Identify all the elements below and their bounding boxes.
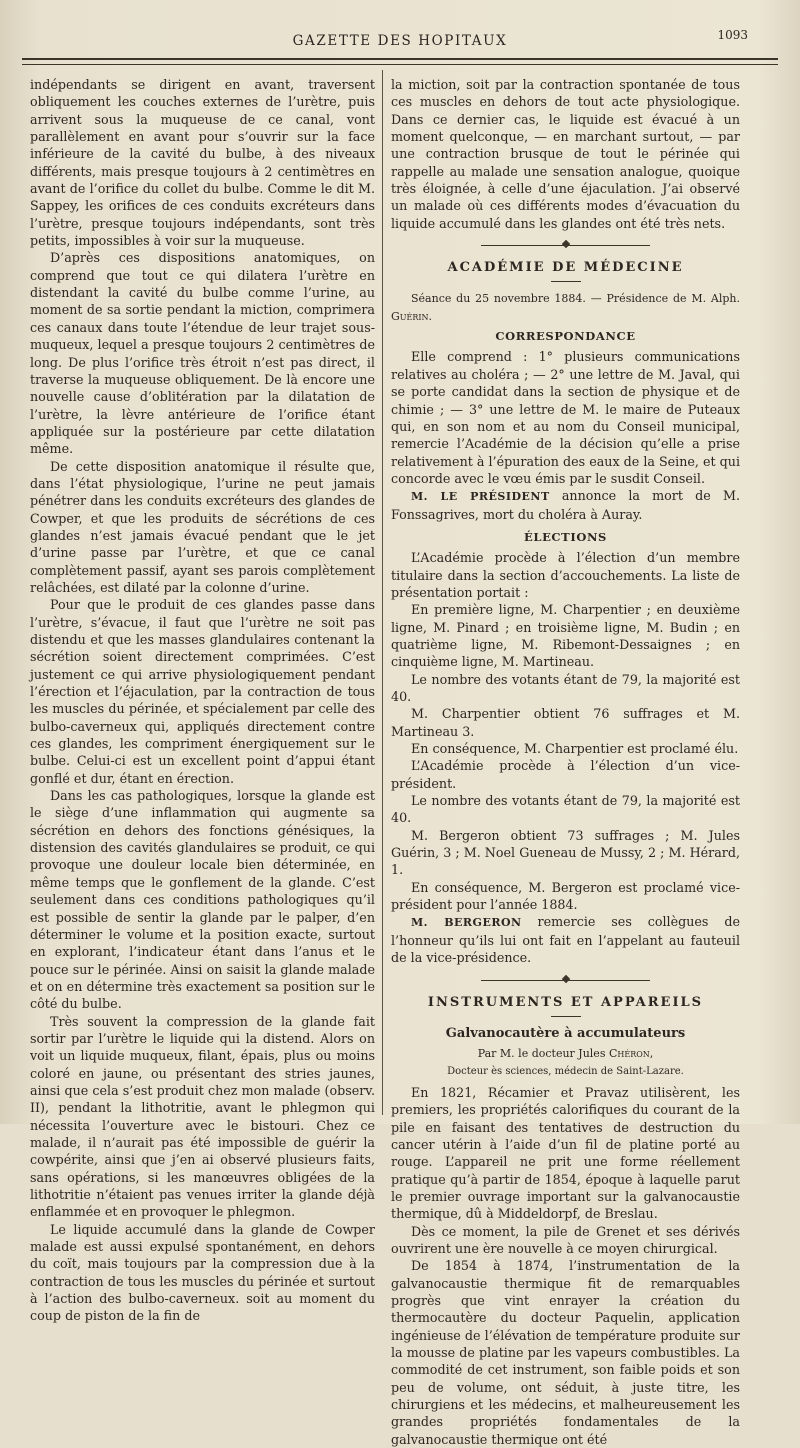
elections-line: En première ligne, M. Charpentier ; en deuxième ligne, M. Pinard ; en troisième ligne, M. Budin ; en quatrième ligne, M. Ribemont-Dessaignes ; en cinquième ligne, M. Martineau. [391,602,740,670]
subsection-title-correspondance: CORRESPONDANCE [495,329,636,344]
correspondance-paragraph: Elle comprend : 1° plusieurs communications relatives au choléra ; — 2° une lettre de M. Javal, qui se porte candidat dans la section de physique et de chimie ; — 3° une lettre de M. le maire de Puteaux qui, en son nom et au nom du Conseil municipal, remercie l’Académie de la décision qu’elle a prise relativement à l’épuration des eaux de la Seine, et qui concorde avec le vœu émis par le susdit Conseil. [391,349,740,486]
elections-line: L’Académie procède à l’élection d’un vice-président. [391,758,740,791]
president-paragraph: M. LE PRÉSIDENT annonce la mort de M. Fonssagrives, mort du choléra à Auray. [391,488,740,522]
section-separator [391,974,740,986]
elections-line: Le nombre des votants étant de 79, la majorité est 40. [391,671,740,704]
header-rule-thin [22,64,778,65]
page-number: 1093 [717,28,748,42]
seance-line: Séance du 25 novembre 1884. — Présidence de M. Alph. Guérin. [391,292,740,323]
header-rule-thick [22,58,778,60]
section-title-instruments: INSTRUMENTS ET APPAREILS [427,994,704,1010]
ornament-diamond-icon [561,240,569,248]
left-paragraph: D’après ces dispositions anatomiques, on comprend que tout ce qui dilatera l’urètre en distendant la cavité du bulbe comme l’urine, au moment de sa sortie pendant la miction, comprimera ces canaux dans toute l’étendue de leur trajet sous-muqueux, lequel a presque toujours 2 centimètres de long. De plus l’orifice très étroit n’est pas direct, il traverse la muqueuse obliquement. De là encore une nouvelle cause d’oblitération par la dilatation de l’urètre, la lèvre antérieure de l’orifice étant appliquée sur la postérieure par cette dilatation même. [30,250,375,457]
title-underline [551,281,581,282]
article-paragraph: En 1821, Récamier et Pravaz utilisèrent, les premiers, les propriétés calorifiques du courant de la pile en faisant des tentatives de destruction du cancer utérin à l’aide d’un fil de platine porté au rouge. L’appareil ne prit une forme réellement pratique qu’à partir de 1854, époque à laquelle parut le premier ouvrage important sur la galvanocaustie thermique, dû à Middeldorpf, de Breslau. [391,1084,740,1222]
journal-title: GAZETTE DES HOPITAUX [292,33,508,49]
page-header [0,28,800,52]
left-paragraph: De cette disposition anatomique il résulte que, dans l’état physiologique, l’urine ne peut jamais pénétrer dans les conduits excréteurs des glandes de Cowper, et que les produits de sécrétions de ces glandes n’est jamais évacué pendant que le jet d’urine passe par l’urètre, et que ce canal complètement passif, ayant ses parois complètement relâchées, est dilaté par la colonne d’urine. [30,458,375,595]
right-intro-paragraph: la miction, soit par la contraction spontanée de tous ces muscles en dehors de tout acte physiologique. Dans ce dernier cas, le liquide est évacué à un moment quelconque, — en marchant surtout, — par une contraction brusque de tout le périnée qui rappelle au malade une sensation analogue, quoique très éloignée, à celle d’une éjaculation. J’ai observé un malade où ces différents modes d’évacuation du liquide accumulé dans les glandes ont été très nets. [391,77,740,231]
section-title-academie: ACADÉMIE DE MÉDECINE [447,260,684,276]
left-paragraph: Pour que le produit de ces glandes passe dans l’urètre, s’évacue, il faut que l’urètre ne soit pas distendu et que les masses glandulaires contenant la sécrétion soient directement comprimées. C’est justement ce qui arrive physiologiquement pendant l’érection et l’éjaculation, par la contraction de tous les muscles du périnée, et spécialement par celle des bulbo-caverneux qui, appliqués directement contre ces glandes, les compriment énergiquement sur le bulbe. Celui-ci est un excellent point d’appui étant gonflé et dur, étant en érection. [30,597,375,786]
bergeron-paragraph: M. BERGERON remercie ses collègues de l’honneur qu’ils lui ont fait en l’appelant au fauteuil de la vice-présidence. [391,914,740,966]
left-paragraph: Le liquide accumulé dans la glande de Cowper malade est aussi expulsé spontanément, en dehors du coït, mais toujours par la compression due à la contraction de tous les muscles du périnée et surtout à l’action des bulbo-caverneux. soit au moment du coup de piston de la fin de [30,1221,375,1324]
section-separator [391,239,740,251]
elections-line: En conséquence, M. Bergeron est proclamé vice-président pour l’année 1884. [391,879,740,913]
elections-line: M. Charpentier obtient 76 suffrages et M. Martineau 3. [391,706,740,739]
elections-line: L’Académie procède à l’élection d’un membre titulaire dans la section d’accouchements. La liste de présentation portait : [391,550,740,600]
left-paragraph: indépendants se dirigent en avant, traversent obliquement les couches externes de l’urètre, puis arrivent sous la muqueuse de ce canal, vont parallèlement en avant pour s’ouvrir sur la face inférieure de la cavité du bulbe, à des niveaux différents, mais presque toujours à 2 centimètres en avant de l’orifice du collet du bulbe. Comme le dit M. Sappey, les orifices de ces conduits excréteurs dans l’urètre, presque toujours indépendants, sont très petits, impossibles à voir sur la muqueuse. [30,77,375,249]
subsection-title-elections: ÉLECTIONS [524,529,607,544]
article-paragraph: Dès ce moment, la pile de Grenet et ses dérivés ouvrirent une ère nouvelle à ce moyen chirurgical. [391,1223,740,1256]
left-paragraph: Dans les cas pathologiques, lorsque la glande est le siège d’une inflammation qui augmente sa sécrétion en dehors des fonctions génésiques, la distension des cavités glandulaires se produit, ce qui provoque une douleur locale bien déterminée, en même temps que le gonflement de la glande. C’est seulement dans ces conditions pathologiques qu’il est possible de sentir la glande par le palper, d’en déterminer le volume et la position exacte, surtout en explorant, l’indicateur étant dans l’anus et le pouce sur le périnée. Ainsi on saisit la glande malade et on en détermine très exactement sa position sur le côté du bulbe. [30,788,375,1012]
elections-line: En conséquence, M. Charpentier est proclamé élu. [411,741,739,757]
title-underline [551,1016,581,1017]
elections-line: M. Bergeron obtient 73 suffrages ; M. Jules Guérin, 3 ; M. Noel Gueneau de Mussy, 2 ; M. Hérard, 1. [391,827,740,878]
right-column [391,76,740,1448]
column-divider [382,70,383,1115]
elections-line: Le nombre des votants étant de 79, la majorité est 40. [391,793,740,826]
article-title: Galvanocautère à accumulateurs [445,1025,686,1041]
article-byline: Par M. le docteur Jules Chéron, [477,1047,654,1061]
left-column [30,76,375,1325]
article-paragraph: De 1854 à 1874, l’instrumentation de la galvanocaustie thermique fit de remarquables progrès que vint enrayer la création du thermocautère du docteur Paquelin, application ingénieuse de l’élévation de température produite sur la mousse de platine par les vapeurs combustibles. La commodité de cet instrument, son faible poids et son peu de volume, ont séduit, à juste titre, les chirurgiens et les médecins, et malheureusement les grandes propriétés fondamentales de la galvanocaustie thermique ont été [391,1258,740,1447]
ornament-diamond-icon [561,974,569,982]
author-affiliation: Docteur ès sciences, médecin de Saint-Lazare. [447,1065,684,1077]
left-paragraph: Très souvent la compression de la glande fait sortir par l’urètre le liquide qui la distend. Alors on voit un liquide muqueux, filant, épais, plus ou moins coloré en jaune, ou présentant des stries jaunes, ainsi que cela s’est produit chez mon malade (observ. II), pendant la lithotritie, avant le phlegmon qui nécessita l’ouverture avec le bistouri. Chez ce malade, il n’aurait pas été impossible de guérir la cowpérite, ainsi que j’en ai observé plusieurs faits, sans opérations, si les manœuvres obligées de la lithotritie n’étaient pas venues irriter la glande déjà enflammée et en provoquer le phlegmon. [30,1013,375,1220]
